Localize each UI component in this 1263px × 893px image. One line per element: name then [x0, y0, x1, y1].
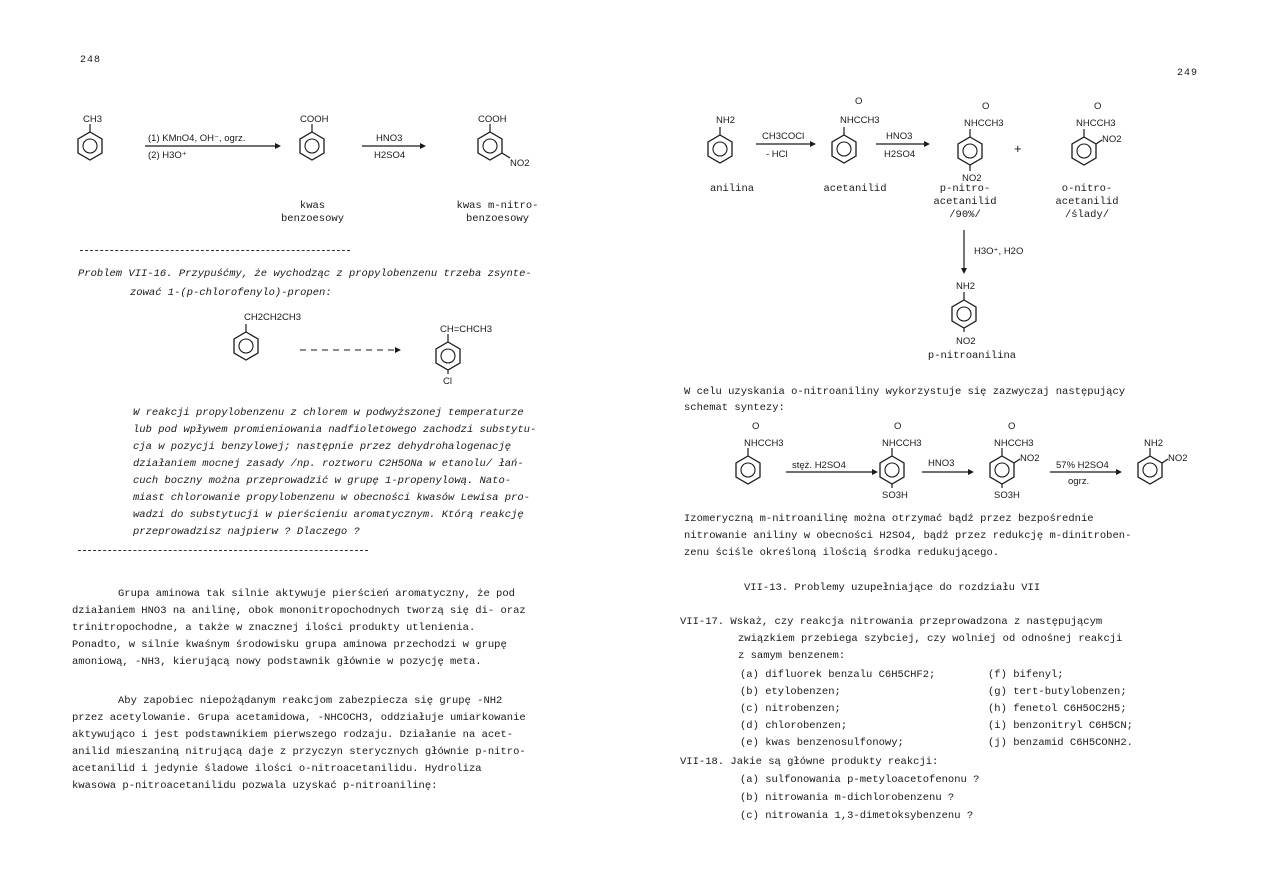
s4-no2-1: NO2	[1020, 453, 1040, 464]
s4-so3h-2: SO3H	[994, 490, 1020, 501]
benzene-ring-benzoic	[300, 124, 324, 160]
reagent-h3o: (2) H3O⁺	[148, 150, 187, 161]
carbonyl-o-6: O	[1008, 421, 1016, 432]
acetanilide-nhcch3: NHCCH3	[840, 115, 880, 126]
propyl-group: CH2CH2CH3	[244, 312, 302, 323]
reagent-kmno4: (1) KMnO4, OH⁻, ogrz.	[148, 133, 246, 144]
reagent-conc-h2so4: stęż. H2SO4	[792, 460, 846, 471]
benzene-ring-s4-2	[880, 448, 904, 488]
para-line: zenu ściśle określoną ilością środka redukującego.	[684, 547, 1000, 559]
hint-line: W reakcji propylobenzenu z chlorem w podwyższonej temperaturze	[133, 407, 524, 419]
hint-line: lub pod wpływem promieniowania nadfioletowego zachodzi substytu-	[133, 424, 537, 436]
page-number-right: 249	[1177, 68, 1199, 79]
propenyl-group: CH=CHCH3	[440, 324, 492, 335]
q18-item: (c) nitrowania 1,3-dimetoksybenzenu ?	[740, 810, 974, 822]
page-number-left: 248	[80, 55, 102, 66]
carbonyl-o-1: O	[855, 96, 863, 107]
q17-line: z samym benzenem:	[738, 650, 846, 662]
hint-line: miast chlorowanie propylobenzenu w obecności kwasów Lewisa pro-	[133, 492, 530, 504]
label-acetanilid: acetanilid	[823, 183, 887, 195]
q17-option: (e) kwas benzenosulfonowy;	[740, 737, 904, 749]
reagent-hcl: - HCl	[766, 149, 788, 160]
hint-line: cja w pozycji benzylowej; następnie przez dehydrohalogenację	[133, 441, 512, 453]
para-line: kwasowa p-nitroacetanilidu pozwala uzyskać p-nitroanilinę:	[72, 780, 438, 792]
left-page	[0, 0, 631, 893]
q18-title: VII-18. Jakie są główne produkty reakcji:	[680, 756, 939, 768]
problem-title-1: Problem VII-16. Przypuśćmy, że wychodząc z propylobenzenu trzeba zsynte-	[78, 268, 532, 280]
s4-so3h-1: SO3H	[882, 490, 908, 501]
plus-sign: +	[1014, 141, 1022, 156]
intro-line: schemat syntezy:	[684, 402, 785, 414]
para-line: nitrowanie aniliny w obecności H2SO4, bądź przez redukcję m-dinitroben-	[684, 530, 1132, 542]
propenyl-cl: Cl	[443, 376, 452, 387]
pnitroaniline-no2: NO2	[956, 336, 976, 347]
para-line: Aby zapobiec niepożądanym reakcjom zabezpiecza się grupę -NH2	[118, 695, 503, 707]
onitro-no2: NO2	[1102, 134, 1122, 145]
aniline-nh2: NH2	[716, 115, 736, 126]
benzene-ring-pnitro	[958, 129, 982, 171]
scheme-acetanilide	[692, 95, 1172, 195]
label-anilina: anilina	[709, 183, 755, 195]
q17-line: związkiem przebiega szybciej, czy wolniej od odnośnej reakcji	[738, 633, 1123, 645]
q17-option: (i) benzonitryl C6H5CN;	[988, 720, 1133, 732]
q18-item: (b) nitrowania m-dichlorobenzenu ?	[740, 792, 955, 804]
para-line: amoniową, -NH3, kierującą nowy podstawnik głównie w pozycję meta.	[72, 656, 482, 668]
s4-nhcch3-2: NHCCH3	[882, 438, 922, 449]
pnitroaniline-nh2: NH2	[956, 281, 976, 292]
carbonyl-o-5: O	[894, 421, 902, 432]
label-benzoic-2: benzoesowy	[280, 213, 344, 225]
para-line: przez acetylowanie. Grupa acetamidowa, -NHCOCH3, oddziałuje umiarkowanie	[72, 712, 526, 724]
label-onitro-line: acetanilid	[1055, 196, 1119, 208]
divider-top	[80, 250, 350, 251]
benzene-ring-propenyl	[436, 334, 460, 374]
para-line: aktywująco i jest podstawnikiem pierwszego rodzaju. Działanie na acet-	[72, 729, 514, 741]
reagent-hno3-r: HNO3	[886, 131, 913, 142]
section-title: VII-13. Problemy uzupełniające do rozdziału VII	[744, 582, 1041, 594]
q17-option: (d) chlorobenzen;	[740, 720, 848, 732]
label-pnitro-line: p-nitro-	[939, 183, 991, 195]
reagent-ch3cocl: CH3COCl	[762, 131, 805, 142]
label-pnitro-line: acetanilid	[933, 196, 997, 208]
benzene-ring-s4-4	[1138, 448, 1168, 484]
label-benzoic-1: kwas	[299, 200, 326, 212]
benzene-ring-aniline	[708, 127, 732, 163]
para-line: anilid mieszaniną nitrującą daje z przyczyn sterycznych głównie p-nitro-	[72, 746, 526, 758]
q17-option: (f) bifenyl;	[988, 669, 1064, 681]
label-nitrobenzoic-1: kwas m-nitro-	[456, 200, 539, 212]
q18-item: (a) sulfonowania p-metyloacetofenonu ?	[740, 774, 980, 786]
benzoic-cooh: COOH	[300, 114, 329, 125]
hint-line: wadzi do substytucji w pierścieniu aromatycznym. Którą reakcję	[133, 509, 524, 521]
para-line: Ponadto, w silnie kwaśnym środowisku grupa aminowa przechodzi w grupę	[72, 639, 507, 651]
scheme-benzoic-acid	[70, 110, 590, 200]
para-line: trinitropochodne, a także w znacznej ilości produkty utlenienia.	[72, 622, 476, 634]
pnitro-nhcch3: NHCCH3	[964, 118, 1004, 129]
label-pnitroanilina: p-nitroanilina	[927, 350, 1017, 362]
label-onitro-line: o-nitro-	[1061, 183, 1113, 195]
carbonyl-o-4: O	[752, 421, 760, 432]
s4-no2-2: NO2	[1168, 453, 1188, 464]
q17-option: (a) difluorek benzalu C6H5CHF2;	[740, 669, 936, 681]
hint-line: cuch boczny można przeprowadzić w grupę 1-propenylową. Nato-	[133, 475, 512, 487]
scheme-hydrolysis	[932, 228, 1082, 348]
reagent-hydrolysis: H3O⁺, H2O	[974, 246, 1024, 257]
benzene-ring-onitro	[1072, 129, 1102, 165]
pnitro-no2: NO2	[962, 173, 982, 184]
problem-title-2: zować 1-(p-chlorofenylo)-propen:	[130, 287, 332, 299]
reagent-h2so4-r: H2SO4	[884, 149, 916, 160]
label-pnitro-line: /90%/	[949, 209, 981, 221]
benzene-ring-acetanilide	[832, 127, 856, 163]
benzene-ring-s4-3	[990, 448, 1020, 488]
reagent-hno3-s4: HNO3	[928, 458, 955, 469]
q17-line: VII-17. Wskaż, czy reakcja nitrowania przeprowadzona z następującym	[680, 616, 1103, 628]
para-line: Izomeryczną m-nitroanilinę można otrzymać bądź przez bezpośrednie	[684, 513, 1094, 525]
para-line: działaniem HNO3 na anilinę, obok mononitropochodnych tworzą się di- oraz	[72, 605, 526, 617]
right-page	[632, 0, 1263, 893]
intro-line: W celu uzyskania o-nitroaniliny wykorzystuje się zazwyczaj następujący	[684, 386, 1126, 398]
para-line: Grupa aminowa tak silnie aktywuje pierścień aromatyczny, że pod	[118, 588, 515, 600]
reagent-heat: ogrz.	[1068, 476, 1090, 487]
q17-option: (b) etylobenzen;	[740, 686, 841, 698]
reagent-57-h2so4: 57% H2SO4	[1056, 460, 1109, 471]
s4-nhcch3-3: NHCCH3	[994, 438, 1034, 449]
benzene-ring-toluene	[78, 124, 102, 160]
toluene-ch3: CH3	[83, 114, 103, 125]
para-line: acetanilid i jedynie śladowe ilości o-nitroacetanilidu. Hydroliza	[72, 763, 482, 775]
label-onitro-line: /ślady/	[1064, 209, 1110, 221]
benzene-ring-s4-1	[736, 448, 760, 484]
carbonyl-o-2: O	[982, 101, 990, 112]
onitro-nhcch3: NHCCH3	[1076, 118, 1116, 129]
q17-option: (j) benzamid C6H5CONH2.	[988, 737, 1133, 749]
scheme-onitroaniline	[732, 420, 1192, 502]
hint-line: przeprowadzisz najpierw ? Dlaczego ?	[133, 526, 360, 538]
reagent-hno3: HNO3	[376, 133, 403, 144]
scheme-propylbenzene	[230, 310, 530, 390]
reagent-h2so4: H2SO4	[374, 150, 406, 161]
s4-nh2: NH2	[1144, 438, 1164, 449]
q17-option: (h) fenetol C6H5OC2H5;	[988, 703, 1127, 715]
s4-nhcch3-1: NHCCH3	[744, 438, 784, 449]
q17-option: (g) tert-butylobenzen;	[988, 686, 1127, 698]
benzene-ring-propyl	[234, 324, 258, 360]
hint-line: działaniem mocnej zasady /np. roztworu C2H5ONa w etanolu/ łań-	[133, 458, 524, 470]
nitrobenzoic-no2: NO2	[510, 158, 530, 169]
q17-option: (c) nitrobenzen;	[740, 703, 841, 715]
label-nitrobenzoic-2: benzoesowy	[465, 213, 529, 225]
carbonyl-o-3: O	[1094, 101, 1102, 112]
benzene-ring-nitrobenzoic	[478, 124, 510, 160]
benzene-ring-pnitroaniline	[952, 292, 976, 332]
divider-bottom	[78, 550, 368, 551]
nitrobenzoic-cooh: COOH	[478, 114, 507, 125]
